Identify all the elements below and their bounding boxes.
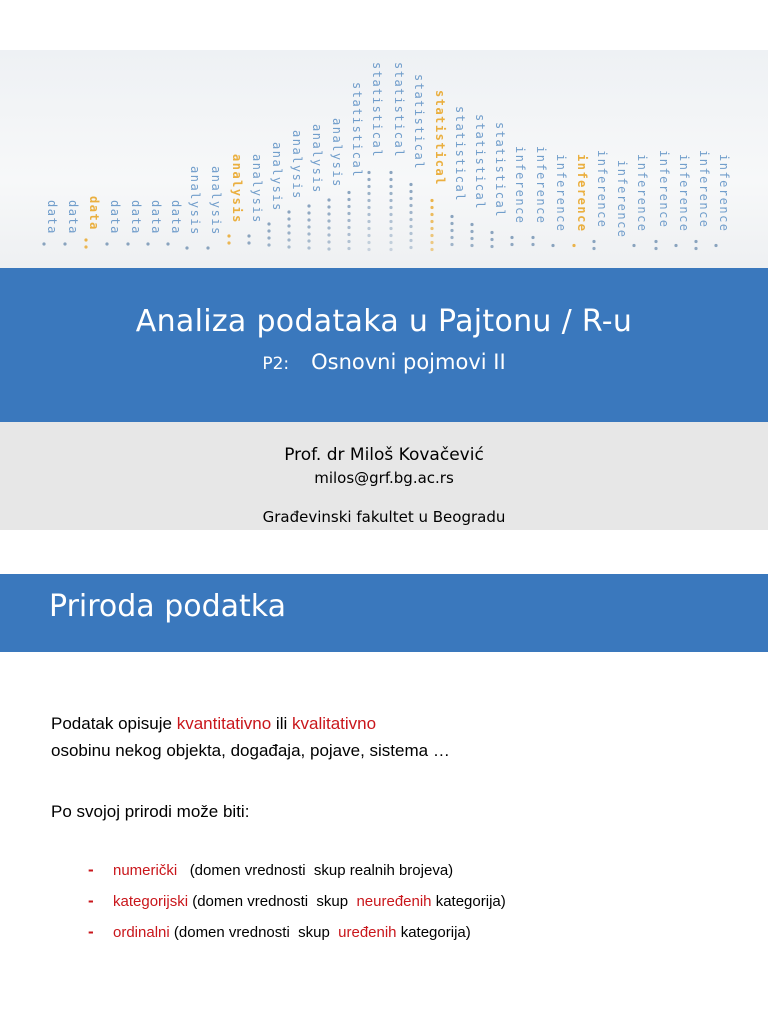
banner-dot bbox=[409, 239, 412, 242]
banner-word-inference: inference bbox=[697, 150, 711, 229]
banner-dot bbox=[367, 213, 370, 216]
faculty-name: Građevinski fakultet u Beogradu bbox=[262, 508, 506, 526]
banner-dot bbox=[430, 234, 433, 237]
banner-dot bbox=[307, 211, 310, 214]
banner-dot bbox=[307, 225, 310, 228]
banner-dot bbox=[307, 218, 310, 221]
banner-dot bbox=[327, 233, 330, 236]
banner-word-statistical: statistical bbox=[412, 74, 426, 170]
banner-dot bbox=[430, 213, 433, 216]
banner-dot bbox=[389, 199, 392, 202]
banner-dot bbox=[42, 242, 45, 245]
banner-dot bbox=[389, 248, 392, 251]
banner-dot bbox=[367, 199, 370, 202]
banner-dot bbox=[430, 227, 433, 230]
intro-line-2: osobinu nekog objekta, događaja, pojave, sistema … bbox=[51, 741, 450, 760]
banner-word-inference: inference bbox=[615, 160, 629, 239]
intro-text: Podatak opisuje bbox=[51, 714, 177, 733]
banner-dot bbox=[327, 219, 330, 222]
banner-dot bbox=[450, 229, 453, 232]
banner-dot bbox=[409, 246, 412, 249]
banner-dot bbox=[126, 242, 129, 245]
banner-dot bbox=[307, 204, 310, 207]
banner-dot bbox=[470, 237, 473, 240]
banner-dot bbox=[389, 220, 392, 223]
banner-dot bbox=[389, 192, 392, 195]
banner-dot bbox=[470, 223, 473, 226]
banner-dot bbox=[490, 245, 493, 248]
banner-dot bbox=[146, 242, 149, 245]
banner-dot bbox=[367, 178, 370, 181]
banner-dot bbox=[185, 246, 188, 249]
banner-dot bbox=[389, 227, 392, 230]
banner-dot bbox=[714, 244, 717, 247]
banner-dot bbox=[450, 236, 453, 239]
banner-word-analysis: analysis bbox=[188, 166, 202, 236]
banner-dot bbox=[572, 244, 575, 247]
banner-graphic bbox=[0, 50, 768, 268]
bullet-emph: neuređenih bbox=[356, 893, 432, 910]
banner-dot bbox=[510, 236, 513, 239]
banner-word-inference: inference bbox=[677, 154, 691, 233]
banner-dot bbox=[409, 218, 412, 221]
banner-dot bbox=[347, 205, 350, 208]
bullet-dash: - bbox=[88, 891, 94, 910]
lead-text: Po svojoj prirodi može biti: bbox=[51, 802, 250, 821]
banner-dot bbox=[409, 225, 412, 228]
intro-ili: ili bbox=[271, 714, 292, 733]
banner-dot bbox=[347, 212, 350, 215]
banner-dot bbox=[367, 185, 370, 188]
banner-dot bbox=[490, 238, 493, 241]
banner-dot bbox=[592, 240, 595, 243]
banner-dot bbox=[367, 192, 370, 195]
term-kvantitativno: kvantitativno bbox=[176, 714, 272, 733]
banner-word-statistical: statistical bbox=[433, 90, 447, 186]
bullet-term: kategorijski bbox=[113, 893, 189, 910]
banner-dot bbox=[84, 238, 87, 241]
banner-word-analysis: analysis bbox=[270, 142, 284, 212]
banner-dot bbox=[327, 205, 330, 208]
banner-dot bbox=[327, 212, 330, 215]
slide-header bbox=[0, 574, 768, 652]
banner-word-data: data bbox=[169, 200, 183, 235]
banner-dot bbox=[267, 229, 270, 232]
banner-dot bbox=[430, 206, 433, 209]
banner-dot bbox=[105, 242, 108, 245]
banner-dot bbox=[327, 247, 330, 250]
banner-dot bbox=[327, 226, 330, 229]
banner-dot bbox=[389, 178, 392, 181]
bullet-desc: (domen vrednosti skup bbox=[188, 893, 357, 910]
term-kvalitativno: kvalitativno bbox=[291, 714, 377, 733]
banner-dot bbox=[287, 231, 290, 234]
banner-dot bbox=[430, 248, 433, 251]
banner-dot bbox=[267, 236, 270, 239]
banner-dot bbox=[470, 230, 473, 233]
banner-dot bbox=[84, 245, 87, 248]
banner-dot bbox=[674, 244, 677, 247]
banner-dot bbox=[267, 222, 270, 225]
banner-dot bbox=[490, 231, 493, 234]
banner-word-statistical: statistical bbox=[473, 114, 487, 210]
banner-dot bbox=[531, 243, 534, 246]
banner-word-analysis: analysis bbox=[250, 154, 264, 224]
banner-dot bbox=[430, 220, 433, 223]
banner-word-data: data bbox=[66, 200, 80, 235]
banner-word-inference: inference bbox=[717, 154, 731, 233]
banner-word-inference: inference bbox=[534, 146, 548, 225]
bullet-dash: - bbox=[88, 860, 94, 879]
banner-dot bbox=[409, 197, 412, 200]
banner-dot bbox=[367, 227, 370, 230]
banner-dot bbox=[450, 215, 453, 218]
banner-dot bbox=[409, 232, 412, 235]
banner-dot bbox=[409, 211, 412, 214]
banner-dot bbox=[389, 206, 392, 209]
bullet-term: numerički bbox=[113, 862, 178, 879]
author-email: milos@grf.bg.ac.rs bbox=[314, 469, 454, 487]
banner-dot bbox=[470, 244, 473, 247]
banner-dot bbox=[367, 171, 370, 174]
banner-dot bbox=[287, 217, 290, 220]
bullet-term: ordinalni bbox=[113, 924, 170, 941]
banner-dot bbox=[389, 171, 392, 174]
content-slide bbox=[0, 574, 768, 1024]
bullet-desc-end: kategorija) bbox=[396, 924, 471, 941]
banner-dot bbox=[654, 240, 657, 243]
presentation-title: Analiza podataka u Pajtonu / R-u bbox=[135, 304, 633, 339]
banner-dot bbox=[307, 232, 310, 235]
banner-word-statistical: statistical bbox=[392, 62, 406, 158]
banner-word-inference: inference bbox=[635, 154, 649, 233]
banner-dot bbox=[267, 243, 270, 246]
presentation-subtitle bbox=[0, 350, 768, 374]
banner-dot bbox=[287, 224, 290, 227]
banner-dot bbox=[327, 198, 330, 201]
bullet-dash: - bbox=[88, 922, 94, 941]
banner-dot bbox=[510, 243, 513, 246]
bullet-emph: uređenih bbox=[338, 924, 397, 941]
banner-word-inference: inference bbox=[513, 146, 527, 225]
lecture-code: P2: bbox=[262, 354, 290, 374]
banner-dot bbox=[247, 241, 250, 244]
banner-word-inference: inference bbox=[575, 154, 589, 233]
banner-dot bbox=[531, 236, 534, 239]
banner-dot bbox=[430, 199, 433, 202]
bullet-desc-end: kategorija) bbox=[431, 893, 506, 910]
banner-word-inference: inference bbox=[554, 154, 568, 233]
banner-word-inference: inference bbox=[595, 150, 609, 229]
banner-dot bbox=[166, 242, 169, 245]
word-cloud-banner bbox=[0, 50, 768, 268]
banner-dot bbox=[347, 191, 350, 194]
banner-dot bbox=[307, 246, 310, 249]
banner-dot bbox=[389, 234, 392, 237]
banner-dot bbox=[347, 240, 350, 243]
intro-line-1 bbox=[51, 714, 376, 734]
banner-dot bbox=[632, 244, 635, 247]
banner-dot bbox=[63, 242, 66, 245]
banner-dot bbox=[409, 190, 412, 193]
slide-title: Priroda podatka bbox=[49, 589, 287, 624]
banner-dot bbox=[347, 226, 350, 229]
banner-dot bbox=[409, 204, 412, 207]
banner-dot bbox=[227, 241, 230, 244]
banner-dot bbox=[367, 248, 370, 251]
author-name: Prof. dr Miloš Kovačević bbox=[284, 445, 484, 465]
banner-dot bbox=[347, 198, 350, 201]
banner-dot bbox=[694, 247, 697, 250]
banner-dot bbox=[430, 241, 433, 244]
lecture-topic: Osnovni pojmovi II bbox=[311, 350, 506, 374]
banner-word-data: data bbox=[87, 196, 101, 231]
title-band bbox=[0, 268, 768, 422]
banner-word-data: data bbox=[45, 200, 59, 235]
banner-dot bbox=[367, 234, 370, 237]
banner-word-statistical: statistical bbox=[350, 82, 364, 178]
banner-word-analysis: analysis bbox=[310, 124, 324, 194]
banner-word-statistical: statistical bbox=[493, 122, 507, 218]
banner-word-statistical: statistical bbox=[370, 62, 384, 158]
banner-dot bbox=[450, 243, 453, 246]
banner-word-data: data bbox=[149, 200, 163, 235]
bullet-desc: (domen vrednosti skup bbox=[169, 924, 339, 941]
banner-dot bbox=[247, 234, 250, 237]
banner-dot bbox=[227, 234, 230, 237]
banner-dot bbox=[450, 222, 453, 225]
banner-dot bbox=[287, 210, 290, 213]
bullet-desc: (domen vrednosti skup realnih brojeva) bbox=[177, 862, 454, 879]
banner-dot bbox=[347, 219, 350, 222]
banner-dot bbox=[694, 240, 697, 243]
banner-dot bbox=[327, 240, 330, 243]
banner-dot bbox=[592, 247, 595, 250]
banner-dot bbox=[287, 245, 290, 248]
banner-dot bbox=[389, 241, 392, 244]
banner-dot bbox=[206, 246, 209, 249]
banner-dot bbox=[551, 244, 554, 247]
banner-dot bbox=[409, 183, 412, 186]
banner-word-analysis: analysis bbox=[209, 166, 223, 236]
banner-dot bbox=[389, 213, 392, 216]
banner-word-data: data bbox=[108, 200, 122, 235]
banner-dot bbox=[347, 247, 350, 250]
banner-dot bbox=[367, 241, 370, 244]
banner-word-analysis: analysis bbox=[330, 118, 344, 188]
banner-word-statistical: statistical bbox=[453, 106, 467, 202]
banner-dot bbox=[389, 185, 392, 188]
title-slide bbox=[0, 50, 768, 530]
banner-dot bbox=[347, 233, 350, 236]
banner-word-analysis: analysis bbox=[290, 130, 304, 200]
banner-dot bbox=[307, 239, 310, 242]
banner-word-inference: inference bbox=[657, 150, 671, 229]
banner-word-data: data bbox=[129, 200, 143, 235]
banner-dot bbox=[367, 220, 370, 223]
banner-word-analysis: analysis bbox=[230, 154, 244, 224]
banner-dot bbox=[654, 247, 657, 250]
banner-dot bbox=[367, 206, 370, 209]
banner-dot bbox=[287, 238, 290, 241]
